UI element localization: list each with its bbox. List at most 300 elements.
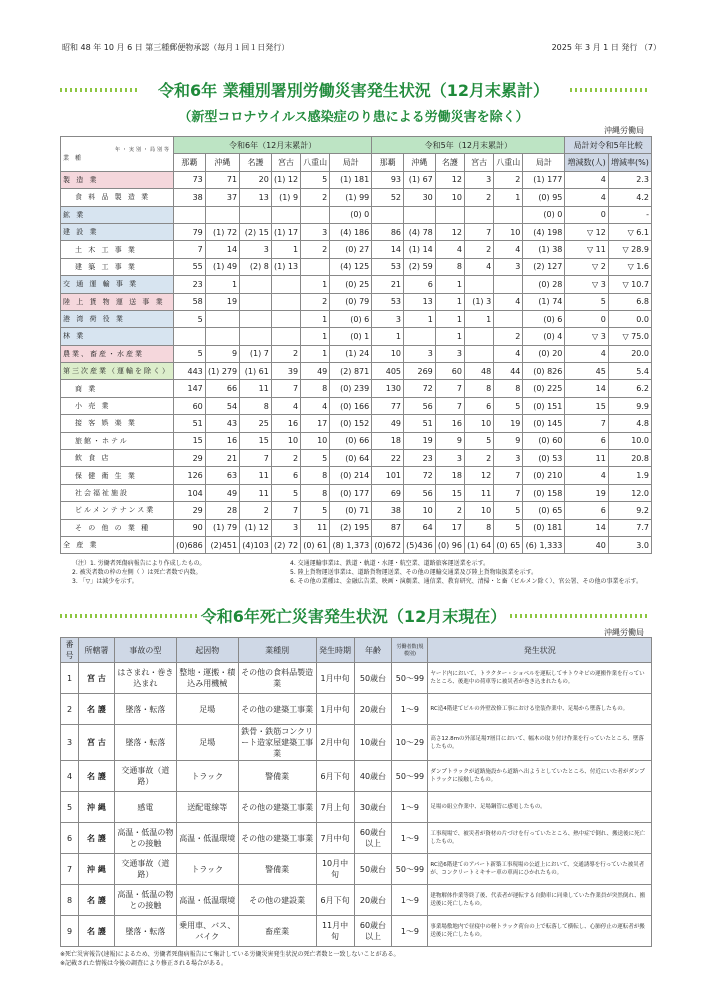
table-row: [61, 328, 652, 345]
table-cell: 126: [174, 467, 206, 484]
table-cell: 5: [301, 450, 330, 467]
table-cell: (1) 24: [330, 345, 372, 362]
table-cell: 1〜9: [392, 694, 428, 725]
table-cell: 10: [301, 432, 330, 449]
table-cell: [271, 206, 300, 223]
table-cell: [240, 310, 272, 327]
table-cell: (1) 61: [240, 363, 272, 380]
table-cell: 1〜9: [392, 792, 428, 823]
table-cell: 19: [565, 484, 608, 501]
table-cell: 8: [435, 258, 464, 275]
table-cell: 40歳台: [354, 761, 392, 792]
table-cell: 4: [494, 241, 523, 258]
table-cell: 2: [464, 189, 493, 206]
table-cell: 9: [205, 345, 239, 362]
table-cell: 38: [372, 502, 404, 519]
table-cell: 17: [301, 415, 330, 432]
note-line: ※記載された情報は今後の調査により修正される場合がある。: [60, 960, 228, 967]
table-cell: 交通事故（道路）: [114, 761, 176, 792]
table-cell: RC造4階建てビルの外壁改修工事における塗装作業中、足場から墜落したもの。: [428, 694, 652, 725]
table-cell: 9.9: [608, 397, 651, 414]
table-cell: 2: [271, 450, 300, 467]
table-cell: 交通事故（道路）: [114, 854, 176, 885]
table-cell: (1) 7: [240, 345, 272, 362]
table-cell: 警備業: [238, 761, 316, 792]
table-cell: 50〜99: [392, 663, 428, 694]
table-cell: ▽ 3: [565, 276, 608, 293]
table-cell: 60歳台以上: [354, 916, 392, 947]
table-cell: (0) 145: [523, 415, 565, 432]
table-cell: 56: [404, 484, 436, 501]
table-cell: 建物解体作業等終了後、代表者が運転する自動車に同乗していた作業員が突然倒れ、搬送後に死亡したもの。: [428, 885, 652, 916]
col-header: 沖縄: [404, 154, 436, 171]
table-cell: 6.2: [608, 380, 651, 397]
table-cell: 4: [494, 293, 523, 310]
table-cell: (0) 166: [330, 397, 372, 414]
table-cell: 30: [404, 189, 436, 206]
table-cell: 51: [174, 415, 206, 432]
table-cell: 高温・低温の物との接触: [114, 885, 176, 916]
table-cell: 18: [372, 432, 404, 449]
table-cell: 4: [565, 345, 608, 362]
table-cell: 11: [240, 380, 272, 397]
table-cell: ダンプトラックが道路施設から道路へ出ようとしていたところ、付近にいた者がダンプトラックに接触したもの。: [428, 761, 652, 792]
table-cell: 2: [301, 241, 330, 258]
table-cell: [271, 310, 300, 327]
table-cell: (1) 14: [404, 241, 436, 258]
table-cell: 21: [205, 450, 239, 467]
col-header: 所轄署: [78, 638, 114, 663]
table-cell: 53: [372, 258, 404, 275]
table-cell: 警備業: [238, 854, 316, 885]
table-cell: 1: [372, 328, 404, 345]
table-cell: 10〜29: [392, 725, 428, 761]
table-cell: 20.0: [608, 345, 651, 362]
table-cell: (0) 0: [330, 206, 372, 223]
table-cell: (1) 79: [205, 519, 239, 536]
table-cell: はさまれ・巻き込まれ: [114, 663, 176, 694]
table-cell: 3: [271, 519, 300, 536]
table-cell: 11: [464, 484, 493, 501]
table-cell: 20歳台: [354, 694, 392, 725]
table-cell: 4: [565, 189, 608, 206]
table-cell: 10.0: [608, 432, 651, 449]
table-cell: 29: [174, 502, 206, 519]
table-cell: [494, 276, 523, 293]
industry-accident-table: [60, 136, 652, 554]
table-row: [61, 363, 652, 380]
table-cell: 23: [174, 276, 206, 293]
table-cell: 60: [174, 397, 206, 414]
table-cell: 7: [174, 241, 206, 258]
table-row: [61, 467, 652, 484]
table-cell: 2月中旬: [316, 725, 354, 761]
table-cell: 墜落・転落: [114, 916, 176, 947]
table-cell: 16: [435, 415, 464, 432]
table-cell: [271, 293, 300, 310]
table-cell: 25: [240, 415, 272, 432]
table-cell: トラック: [176, 761, 238, 792]
table-cell: 1: [435, 328, 464, 345]
table-row: [61, 502, 652, 519]
table-cell: 6: [464, 397, 493, 414]
table-cell: 1: [404, 310, 436, 327]
table-cell: (0) 66: [330, 432, 372, 449]
table-cell: 名 護: [78, 916, 114, 947]
note-line: 5. 陸上貨物運送事業は、道路貨物運送業、その他の運輸交通業及び陸上貨物取扱業を示す。: [290, 569, 538, 576]
table-cell: 48: [464, 363, 493, 380]
row-label: 小 売 業: [61, 397, 174, 414]
table-cell: (0) 158: [523, 484, 565, 501]
table-cell: 0: [565, 310, 608, 327]
table-cell: 2: [435, 502, 464, 519]
table-cell: 20: [240, 171, 272, 188]
table-cell: 6: [565, 502, 608, 519]
table-cell: 6: [565, 432, 608, 449]
table-cell: 38: [174, 189, 206, 206]
table-cell: (0) 71: [330, 502, 372, 519]
table-cell: -: [608, 206, 651, 223]
table-cell: [205, 310, 239, 327]
table-row: [61, 380, 652, 397]
col-header: 番号: [61, 638, 79, 663]
table-cell: 49: [301, 363, 330, 380]
table-row: [61, 761, 652, 792]
table-cell: 10歳台: [354, 725, 392, 761]
table-cell: その他の建築工事業: [238, 792, 316, 823]
table-cell: (4) 125: [330, 258, 372, 275]
notes-bottom: [60, 950, 399, 968]
col-header: 局計: [330, 154, 372, 171]
table-cell: 12: [435, 223, 464, 240]
table-cell: 3: [435, 345, 464, 362]
table-cell: 1〜9: [392, 916, 428, 947]
table-cell: 60: [435, 363, 464, 380]
row-label: 保 健 衛 生 業: [61, 467, 174, 484]
table-cell: 15: [435, 484, 464, 501]
table-cell: [205, 328, 239, 345]
table-cell: 50〜99: [392, 854, 428, 885]
table-cell: 4: [464, 258, 493, 275]
table-cell: 事業場敷地内で昼寝中の軽トラック荷台の上で転落して横転し、心肺停止の運転者が搬送後に死亡したもの。: [428, 916, 652, 947]
table-cell: 269: [404, 363, 436, 380]
col-header: 年齢: [354, 638, 392, 663]
table-cell: (6) 1,333: [523, 536, 565, 553]
table-cell: 18: [435, 467, 464, 484]
table-cell: 147: [174, 380, 206, 397]
table-cell: 3.0: [608, 536, 651, 553]
table-cell: 72: [404, 380, 436, 397]
table-cell: 40: [565, 536, 608, 553]
row-label: 港 湾 荷 役 業: [61, 310, 174, 327]
table-cell: 6.8: [608, 293, 651, 310]
table-cell: 3: [240, 241, 272, 258]
table-cell: (0) 64: [330, 450, 372, 467]
table-row: [61, 276, 652, 293]
table-cell: 14: [565, 380, 608, 397]
table-cell: 20歳台: [354, 885, 392, 916]
table-cell: [240, 293, 272, 310]
group-r5: 令和5年（12月末累計）: [372, 137, 565, 154]
table-cell: (1) 13: [271, 258, 300, 275]
fatal-accident-table: [60, 637, 652, 947]
table-cell: その他の食料品製造業: [238, 663, 316, 694]
row-label: 全 産 業: [61, 536, 174, 553]
table-cell: [464, 345, 493, 362]
table-cell: 13: [240, 189, 272, 206]
table-cell: 8: [464, 380, 493, 397]
table-cell: 2: [301, 189, 330, 206]
col-header: 発生時期: [316, 638, 354, 663]
table-row: [61, 432, 652, 449]
table-cell: [494, 310, 523, 327]
table-cell: 8: [240, 397, 272, 414]
table-cell: 7月上旬: [316, 792, 354, 823]
table-cell: 4: [435, 241, 464, 258]
table-row: [61, 823, 652, 854]
table-cell: 1: [494, 189, 523, 206]
table-row: [61, 694, 652, 725]
table-cell: 4: [61, 761, 79, 792]
table-cell: 10月中旬: [316, 854, 354, 885]
table-cell: 7: [464, 223, 493, 240]
table-cell: (1) 67: [404, 171, 436, 188]
table-cell: (1) 12: [240, 519, 272, 536]
table-row: [61, 241, 652, 258]
table-cell: 10: [271, 432, 300, 449]
table-cell: 2: [464, 241, 493, 258]
table-cell: [464, 276, 493, 293]
row-label: 土 木 工 事 業: [61, 241, 174, 258]
table-cell: (0) 239: [330, 380, 372, 397]
table-row: [61, 293, 652, 310]
table-cell: 49: [372, 415, 404, 432]
table-cell: 3: [301, 223, 330, 240]
table-cell: 73: [174, 171, 206, 188]
row-label: 林 業: [61, 328, 174, 345]
table-cell: (1) 99: [330, 189, 372, 206]
col-header: 名護: [435, 154, 464, 171]
table-cell: [205, 206, 239, 223]
table-cell: ▽ 28.9: [608, 241, 651, 258]
table-cell: その他の建築工事業: [238, 823, 316, 854]
table-cell: ▽ 6.1: [608, 223, 651, 240]
table-cell: (0) 151: [523, 397, 565, 414]
row-label: 交 通 運 輸 事 業: [61, 276, 174, 293]
row-label: 飲 食 店: [61, 450, 174, 467]
table-cell: 50歳台: [354, 854, 392, 885]
table-cell: 49: [205, 484, 239, 501]
table-cell: 101: [372, 467, 404, 484]
table-row: [61, 415, 652, 432]
table-cell: 畜産業: [238, 916, 316, 947]
table-cell: 11月中旬: [316, 916, 354, 947]
table-cell: 1: [271, 241, 300, 258]
table-cell: (0) 95: [523, 189, 565, 206]
row-label: そ の 他 の 業 種: [61, 519, 174, 536]
table-cell: (0) 826: [523, 363, 565, 380]
table-cell: 9.2: [608, 502, 651, 519]
table-cell: 11: [301, 519, 330, 536]
table-cell: 0.0: [608, 310, 651, 327]
row-label: 建 築 工 事 業: [61, 258, 174, 275]
table-cell: 55: [174, 258, 206, 275]
table-cell: 443: [174, 363, 206, 380]
table-cell: [240, 328, 272, 345]
note-line: 4. 交通運輸事業は、鉄道・軌道・水運・航空業、道路旅客運送業を示す。: [290, 560, 490, 567]
table-cell: 2: [494, 328, 523, 345]
table-cell: [301, 206, 330, 223]
table-cell: (0) 79: [330, 293, 372, 310]
note-line: 3. 「▽」は減少を示す。: [72, 578, 138, 585]
table-cell: (0) 152: [330, 415, 372, 432]
table-cell: 9: [494, 432, 523, 449]
table-cell: 4: [565, 467, 608, 484]
table-cell: 10: [494, 223, 523, 240]
table-cell: 72: [404, 467, 436, 484]
row-label: 旅館・ホテル: [61, 432, 174, 449]
table-cell: 10: [404, 502, 436, 519]
table-cell: (0) 27: [330, 241, 372, 258]
table-cell: ▽ 2: [565, 258, 608, 275]
table-cell: 77: [372, 397, 404, 414]
note-line: 2. 被災者数の枠の左側（ ）は死亡者数で内数。: [72, 569, 202, 576]
table-cell: 3: [494, 450, 523, 467]
table-cell: 5: [494, 397, 523, 414]
table-cell: 足場の組立作業中、足場鋼管に感電したもの。: [428, 792, 652, 823]
table-cell: (2) 8: [240, 258, 272, 275]
row-label: 商 業: [61, 380, 174, 397]
table-cell: (1) 38: [523, 241, 565, 258]
table-row: [61, 345, 652, 362]
table-row: [61, 885, 652, 916]
table-cell: [271, 328, 300, 345]
table-cell: 10: [464, 415, 493, 432]
table-cell: 5: [174, 310, 206, 327]
table-cell: 4: [494, 345, 523, 362]
table-cell: 20.8: [608, 450, 651, 467]
table-cell: 29: [174, 450, 206, 467]
table-cell: (1) 12: [271, 171, 300, 188]
table-cell: 14: [372, 241, 404, 258]
table-cell: 乗用車、バス、バイク: [176, 916, 238, 947]
table-cell: 4: [301, 397, 330, 414]
table-cell: 16: [271, 415, 300, 432]
table-cell: 19: [494, 415, 523, 432]
table-cell: 58: [174, 293, 206, 310]
table-cell: 8: [301, 467, 330, 484]
table-cell: 1: [435, 310, 464, 327]
table-cell: 名 護: [78, 761, 114, 792]
table-cell: 6月下旬: [316, 885, 354, 916]
table-cell: 130: [372, 380, 404, 397]
table-cell: (0) 6: [330, 310, 372, 327]
table-cell: 50歳台: [354, 663, 392, 694]
table-cell: [271, 276, 300, 293]
table-cell: 7月中旬: [316, 823, 354, 854]
table-cell: 感電: [114, 792, 176, 823]
table-cell: [435, 206, 464, 223]
table-cell: 7: [61, 854, 79, 885]
table-row: [61, 725, 652, 761]
table-cell: 93: [372, 171, 404, 188]
table-cell: 6月下旬: [316, 761, 354, 792]
table-cell: 87: [372, 519, 404, 536]
col-header: 増減数(人): [565, 154, 608, 171]
table-cell: (0)672: [372, 536, 404, 553]
table-cell: 高温・低温環境: [176, 885, 238, 916]
title-industry-accidents: 令和6年 業種別署別労働災害発生状況（12月末累計）: [158, 81, 549, 100]
table-cell: (0) 6: [523, 310, 565, 327]
table-cell: トラック: [176, 854, 238, 885]
table-cell: 足場: [176, 725, 238, 761]
table-cell: [301, 258, 330, 275]
table-cell: (1) 64: [464, 536, 493, 553]
table-cell: 5: [271, 484, 300, 501]
table-cell: (0) 28: [523, 276, 565, 293]
table-cell: 37: [205, 189, 239, 206]
row-label: ビルメンテナンス業: [61, 502, 174, 519]
table-cell: 0: [565, 206, 608, 223]
table-cell: 63: [205, 467, 239, 484]
table-cell: (0) 225: [523, 380, 565, 397]
table-cell: 整地・運搬・積込み用機械: [176, 663, 238, 694]
table-cell: 高温・低温の物との接触: [114, 823, 176, 854]
table-cell: 43: [205, 415, 239, 432]
row-label: 農業、畜産・水産業: [61, 345, 174, 362]
table-cell: 16: [205, 432, 239, 449]
table-cell: 鉄骨・鉄筋コンクリート造家屋建築工事業: [238, 725, 316, 761]
table-cell: ▽ 12: [565, 223, 608, 240]
table-cell: (0) 96: [435, 536, 464, 553]
table-cell: 高温・低温環境: [176, 823, 238, 854]
table-cell: 86: [372, 223, 404, 240]
table-cell: 5: [464, 432, 493, 449]
table-cell: (4) 78: [404, 223, 436, 240]
table-row: [61, 223, 652, 240]
col-header: 沖縄: [205, 154, 239, 171]
table-row: [61, 519, 652, 536]
table-cell: 墜落・転落: [114, 725, 176, 761]
table-cell: 56: [404, 397, 436, 414]
corner-bottom: 業 種: [63, 154, 83, 162]
table-cell: 名 護: [78, 885, 114, 916]
table-cell: (0) 214: [330, 467, 372, 484]
table-cell: (0)686: [174, 536, 206, 553]
table-cell: 8: [301, 380, 330, 397]
table-cell: 71: [205, 171, 239, 188]
table-cell: 5: [174, 345, 206, 362]
table-cell: 6: [61, 823, 79, 854]
table-cell: (5)436: [404, 536, 436, 553]
org-label: 沖縄労働局: [604, 126, 644, 135]
table-cell: 11: [240, 467, 272, 484]
table-cell: 4.8: [608, 415, 651, 432]
table-cell: 3: [494, 258, 523, 275]
table-cell: 名 護: [78, 823, 114, 854]
table-cell: 5.4: [608, 363, 651, 380]
table-row: [61, 536, 652, 553]
notes-left: [72, 559, 205, 586]
table-cell: 21: [372, 276, 404, 293]
table-cell: 1月中旬: [316, 694, 354, 725]
table-cell: 9: [61, 916, 79, 947]
table-cell: 1: [301, 276, 330, 293]
col-header: 労働者数(規模別): [392, 638, 428, 663]
table-cell: 19: [404, 432, 436, 449]
table-cell: (1) 72: [205, 223, 239, 240]
table-cell: 5: [494, 519, 523, 536]
